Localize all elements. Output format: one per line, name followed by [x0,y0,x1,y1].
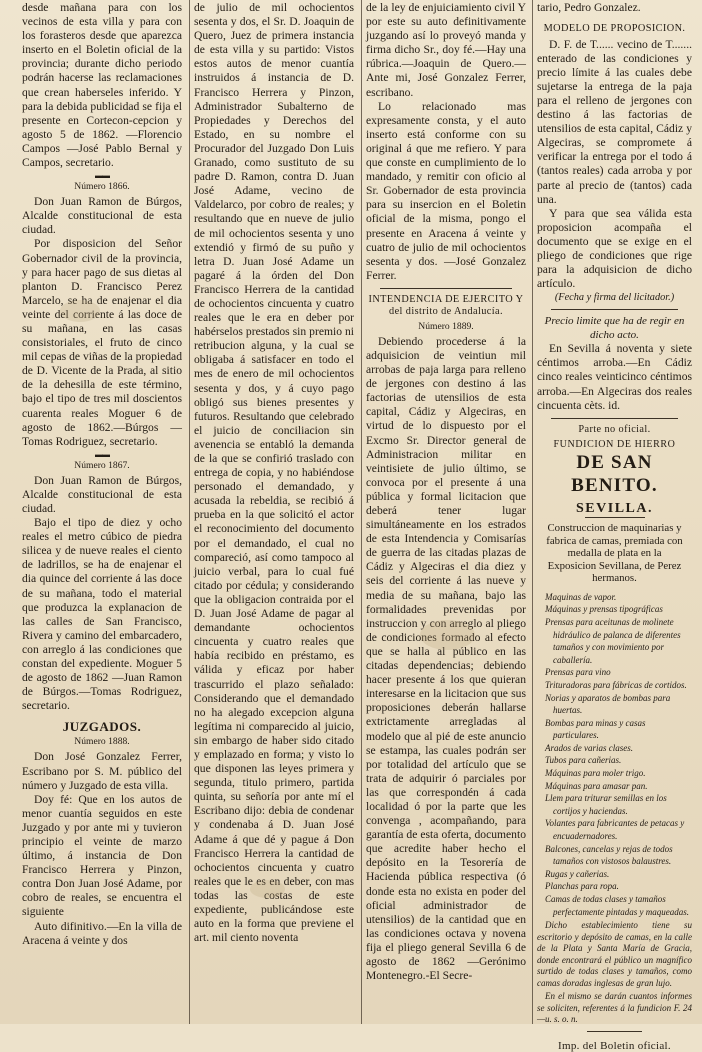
firma-note: (Fecha y firma del licitador.) [554,292,675,304]
product-item: Máquinas para moler trigo. [545,768,646,779]
product-item: Máquinas y prensas tipográficas [545,604,663,615]
product-list [537,591,692,918]
column-rule [361,0,362,1024]
divider [551,418,678,419]
notice-number: Número 1866. [74,181,130,193]
notice-number: Número 1867. [74,459,130,471]
product-item: Planchas para ropa. [545,881,619,892]
notice-body: Por disposicion del Señor Gobernador civil de la provincia, y para hacer pago de sus dietas al planton D. Francisco Perez Marcelo, se ha de enajenar el dia veinte del corriente á las doce de su mañana, en las casas consistoriales, el fruto de cinco mil cepas de viñas de la propiedad de D. Vicente de la Prada, al sitio de la dehesilla de este término, bajo el tipo de tres mil doscientos cuarenta reales Moguer 6 de agosto de 1862.—Búrgos —Tomas Rodriguez, secretario. [22,237,182,448]
product-item: Máquinas para amasar pan. [545,780,648,791]
column-rule [532,0,533,1024]
fine-print: En el mismo se darán cuantos informes se soliciten, referentes á la fundicion F. 24—u. s. o. n. [537,991,692,1025]
product-item: Camas de todas clases y tamaños perfectamente pintadas y maqueadas. [545,894,689,917]
product-item: Bombas para minas y casas particulares. [545,717,646,741]
section-title-juzgados: JUZGADOS. [62,719,142,735]
product-item: Norias y aparatos de bombas para huertas. [545,692,671,716]
product-item: Prensas para vino [545,667,611,678]
notice-heading: Don Juan Ramon de Búrgos, Alcalde constitucional de esta ciudad. [22,473,182,515]
product-item: Volantes para fabricantes de petacas y encuadernadores. [545,818,685,842]
precio-text: En Sevilla á noventa y siete céntimos arroba.—En Cádiz cinco reales veinticinco céntimos arroba.—En Algeciras dos reales cincuenta cèts. id. [537,342,692,412]
column-3 [366,0,526,1024]
product-item: Balcones, cancelas y rejas de todos tamaños con vistosos balaustres. [545,843,673,867]
product-item: Prensas para aceitunas de molinete hidráulico de palanca de diferentes tamaños y con movimiento por caballería. [545,616,681,665]
product-item: Trituradoras para fábricas de cortidos. [545,679,687,690]
product-item: Maquinas de vapor. [545,591,617,602]
ornament-divider: ▬▬ [95,449,109,459]
city-underline [585,517,645,518]
city-title: SEVILLA. [576,501,653,517]
fundicion-heading: FUNDICION DE HIERRO [553,439,676,451]
notice-body: Doy fé: Que en los autos de menor cuantía seguidos en este Juzgado y por ante mi y tuvieron principio el veinte de marzo último, á instancia de Don Francisco Herrera y Pinzon, contra Don Juan José Adame, por cobro de reales, se encuentra el siguiente [22,792,182,919]
column-4 [537,0,692,1052]
licitacion-text: Debiendo procederse á la adquisicion de veintiun mil arrobas de paja larga para relleno de jergones con destino á las factorias de utensilios de esta capital, Cádiz y Algeciras, en virtud de lo dispuesto por el Excmo Sr. Director general de Administracion militar en veintisiete de julio último, se convoca por el presente á una pública y formal licitacion que deberá tener lugar simultáneamente en los estrados de esta Intendencia y Comisarías de guerra de las citadas plazas de Cádiz y Algeciras el dia diez y seis del corriente á las nueve y media de su mañana, bajo las formalidades prevenidas por instruccion y con arreglo al pliego de condiciones formado al efecto que se halla al público en las citadas dependencias; debiendo hacer presente á los que quieran interesarse en la licitacion que sus proposiciones deberán hallarse extrictamente arregladas al modelo que al pié de este anuncio se estampa, las cuales podrán ser por totalidad del artículo que se trata de adquirir ó parciales por las que correspondén á cada localidad ó por la parte que les convenga , acompañando, para garantía de esta oferta, documento que acredite haber hecho el depósito en la Tesorería de Hacienda pública respectiva (ó donde esta no exista en poder del oficial administrador de utensilios) de la cantidad que en las condiciones octava y novena fija el pliego general Sevilla 6 de agosto de 1862 —Gerónimo Montenegro.-El Secre- [366,334,526,983]
modelo-text: D. F. de T...... vecino de T....... enterado de las condiciones y precio límite á las cuales debe sujetarse la entrega de la paja para el relleno de jergones con destino á las factorias de utensilios de esta capital, Cádiz y Algeciras, se compromete á verificar la entrega por el todo á (tantos reales) cada arroba y por parte al precio de (tantos) cada una. [537,37,692,206]
parte-no-oficial: Parte no oficial. [578,423,651,435]
notice-number: Número 1888. [74,736,130,748]
precio-title: Precio limite que ha de regir en dicho acto. [544,315,685,341]
column-rule [189,0,190,1024]
notice-heading: Don José Gonzalez Ferrer, Escribano por S. M. público del número y Juzgado de esta villa. [22,750,182,792]
ornament-divider: ▬▬ [95,171,109,181]
intro-text: Construccion de maquinarias y fabrica de camas, premiada con medalla de plata en la Exposicion Sevillana, de Perez hermanos. [546,522,683,585]
auto-ending: de la ley de enjuiciamiento civil Y por este su auto definitivamente juzgando así lo proveyó manda y firma dicho Sr., doy fé.—Hay una rúbrica.—Joaquin de Quero.—Ante mi, José Gonzalez Ferrer, escribano. [366,1,526,99]
divider [587,1031,642,1032]
notice-body: Bajo el tipo de diez y ocho reales el metro cúbico de piedra silicea y de nueve reales el ciento de ladrillos, se ha de enajenar el dia quince del corriente á las doce de su mañana, todo el material que produzca la explanacion de las calles de San Francisco, Rivera y camino del embarcadero, con arreglo á las condiciones que constan del expediente. Moguer 5 de agosto de 1862 —Juan Ramon de Búrgos.—Tomas Rodriguez, secretario. [22,516,182,713]
product-item: Rugas y cañerias. [545,868,610,879]
column-1 [22,0,182,1024]
product-item: Llem para triturar semillas en los cortijos y haciendas. [545,793,667,816]
notice-heading: Don Juan Ramon de Búrgos, Alcalde constitucional de esta ciudad. [22,195,182,237]
imprenta: Imp. del Boletin oficial. [558,1039,671,1052]
divider [380,288,512,289]
notice-number: Número 1889. [418,320,474,332]
modelo-text: Y para que sea válida esta proposicion acompaña el documento que se exige en el pliego de condiciones que rige para la adquisicion de dicho artículo. [537,206,692,291]
column-2 [194,0,354,1024]
modelo-title: MODELO DE PROPOSICION. [543,23,686,35]
brand-title: DE SAN BENITO. [571,452,658,497]
product-item: Arados de varias clases. [545,742,633,753]
divider [551,309,678,310]
certification-text: Lo relacionado mas expresamente consta, y el auto inserto está conforme con su original á que me refiero. Y para que conste en cumplimiento de lo mandado, y remitir con oficio al Sr. Gobernador de esta provincia para su insercion en el Boletin oficial de la misma, pongo el presente en Aracena á veinte y cuatro de julio de mil ochocientos sesenta y dos. —José Gonzalez Ferrer. [366,99,526,282]
product-item: Tubos para cañerias. [545,755,622,766]
signature-end: tario, Pedro Gonzalez. [537,1,641,14]
intendencia-heading: INTENDENCIA DE EJERCITO Y del distrito de Andalucía. [368,293,524,318]
continued-notice: desde mañana para con los vecinos de esta villa y para con los forasteros desde que aparezca inserto en el Boletin oficial de la provincia; durante dicho periodo podrán hacerse las reclamaciones que crean haberseles inferido. Y para la debida publicidad se fija el presente en Cortecon-cepcion y agosto 5 de 1862. —Florencio Campos —José Pablo Bernal y Campos, secretario. [22,1,182,170]
fine-print: Dicho establecimiento tiene su escritorio y depósito de camas, en la calle de la Plata y Santa María de Gracia, donde encontrará el público un magnífico surtido de todas clases y tamaños, como camas doradas inglesas de gran lujo. [537,920,692,988]
notice-body: Auto difinitivo.—En la villa de Aracena á veinte y dos [22,919,182,947]
auto-text: de julio de mil ochocientos sesenta y dos, el Sr. D. Joaquin de Quero, Juez de primera instancia de esta villa y su partido: Vistos estos autos de menor cuantía instruidos á instancia de D. Francisco Herrera y Pinzon, Administrador Subalterno de Propiedades y Derechos del Estado, en su nombre el Procurador del Juzgado Don Luis Granado, como sustituto de su padre D. Ramon, contra D. Juan José Adame, vecino de Valdelarco, por cobro de reales; y resultando que en nueve de julio de mil ochocientos sesenta y uno extendió y firmó de su puño y letra D. Juan José Adame un pagaré á la órden del Don Francisco Herrera de la cantidad de ochocientos cincuenta y cuatro reales que le era en deber por habérselos prestados sin premio ni retribucion alguna, y la cual se obligaba á satisfacer en todo el mes de enero de mil ochocientos sesenta y dos, y á cuyo pago obligó sus bienes presentes y futuros. Resultando que celebrado el juicio de conciliacion sin avenencia se entabló la demanda de la que se confirió traslado con entrega de copia, y no habiéndose personado el demandado, y acusada la rebeldia, se recibió á prueba en la que solicitó el actor el reconocimiento del documento por el demandado, el cual no compareció, así como tampoco al juicio verbal, para lo cual fué citado por cédula; y considerando que la obligacion contraida por el D. Juan José Adame de pagar al demandante ochocientos cincuenta y cuatro reales que había recibido en préstamo, es válida y eficaz por haber trascurrido el plazo señalado: Considerando que el demandado no ha alegado excepcion alguna legítima ni comparecido al juicio, sin embargo de haber sido citado y emplazado en forma; y visto lo que disponen las leyes primera y segunda, titulo primero, partida quinta, su señoría por ante mí el Escribano dijo: debia de condenar y condenaba á D. Juan José Adame á que dé y pague á Don Francisco Herrera la cantidad de ochocientos cincuenta y cuatro reales que le es en deber, con mas todas las costas de este expediente, publicándose este auto en la forma que previene el art. mil ciento noventa [194,1,354,945]
